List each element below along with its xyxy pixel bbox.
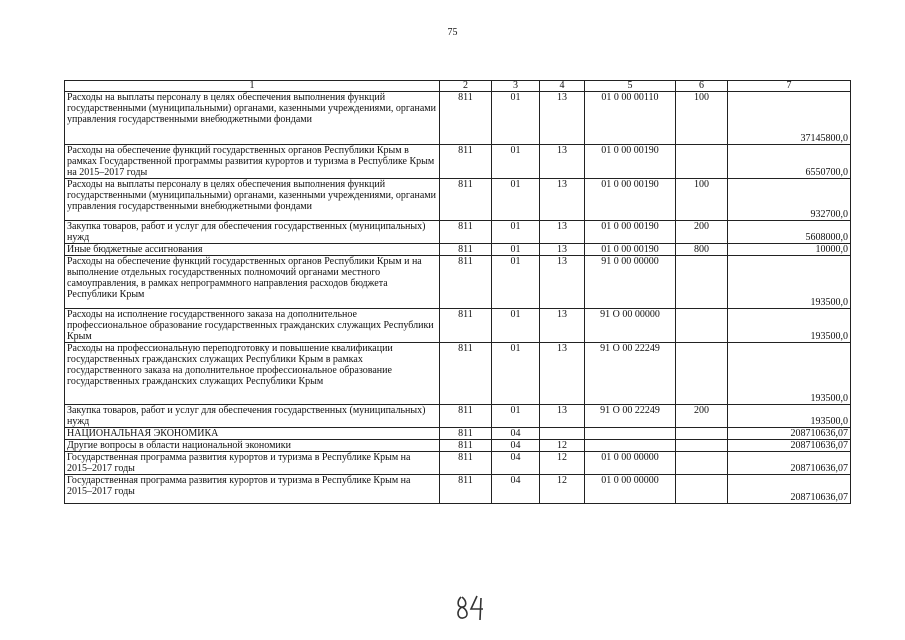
- table-row: [65, 343, 851, 405]
- row-amount-cell: 208710636,07: [728, 440, 851, 452]
- row-subsection-cell: 13: [540, 343, 585, 405]
- row-section-cell: 01: [492, 405, 540, 428]
- row-expense-type-cell: 800: [676, 244, 728, 256]
- row-amount-cell: 208710636,07: [728, 428, 851, 440]
- table-header-row: [65, 81, 851, 92]
- row-code-cell: 811: [440, 244, 492, 256]
- header-cell: 6: [676, 81, 728, 92]
- row-expense-type-cell: [676, 428, 728, 440]
- row-name-cell: Расходы на профессиональную переподготовку и повышение квалификации государственных гражданских служащих Республики Крым в рамках государственного заказа на дополнительное профессиональное образование государственных гражданских служащих Республики Крым: [65, 343, 440, 405]
- table-row: [65, 221, 851, 244]
- budget-table: [64, 80, 851, 504]
- row-target-article-cell: 01 0 00 00190: [585, 179, 676, 221]
- row-target-article-cell: [585, 428, 676, 440]
- row-amount-cell: 37145800,0: [728, 92, 851, 145]
- row-amount-cell: 208710636,07: [728, 452, 851, 475]
- table-row: [65, 179, 851, 221]
- row-code-cell: 811: [440, 428, 492, 440]
- row-section-cell: 01: [492, 145, 540, 179]
- row-name-cell: Государственная программа развития курортов и туризма в Республике Крым на 2015–2017 годы: [65, 475, 440, 504]
- row-name-cell: Закупка товаров, работ и услуг для обеспечения государственных (муниципальных) нужд: [65, 405, 440, 428]
- table-row: [65, 309, 851, 343]
- header-cell: 1: [65, 81, 440, 92]
- row-amount-cell: 10000,0: [728, 244, 851, 256]
- table-row: [65, 452, 851, 475]
- row-target-article-cell: 01 0 00 00190: [585, 145, 676, 179]
- row-target-article-cell: 91 О 00 22249: [585, 405, 676, 428]
- row-amount-cell: 932700,0: [728, 179, 851, 221]
- row-target-article-cell: 01 0 00 00000: [585, 452, 676, 475]
- row-code-cell: 811: [440, 221, 492, 244]
- row-section-cell: 01: [492, 256, 540, 309]
- row-code-cell: 811: [440, 475, 492, 504]
- row-subsection-cell: 13: [540, 221, 585, 244]
- table-row: [65, 405, 851, 428]
- row-target-article-cell: 01 0 00 00110: [585, 92, 676, 145]
- row-expense-type-cell: 100: [676, 179, 728, 221]
- row-expense-type-cell: [676, 309, 728, 343]
- row-name-cell: Расходы на выплаты персоналу в целях обеспечения выполнения функций государственными (муниципальными) органами, казенными учреждениями, органами управления государственными внебюджетными фондами: [65, 179, 440, 221]
- row-target-article-cell: 91 0 00 00000: [585, 256, 676, 309]
- row-section-cell: 04: [492, 428, 540, 440]
- row-section-cell: 01: [492, 309, 540, 343]
- row-amount-cell: 208710636,07: [728, 475, 851, 504]
- row-expense-type-cell: [676, 343, 728, 405]
- row-section-cell: 01: [492, 92, 540, 145]
- row-expense-type-cell: [676, 452, 728, 475]
- row-expense-type-cell: [676, 475, 728, 504]
- row-section-cell: 01: [492, 343, 540, 405]
- row-subsection-cell: 13: [540, 145, 585, 179]
- table-row: [65, 428, 851, 440]
- row-section-cell: 04: [492, 475, 540, 504]
- table-row: [65, 244, 851, 256]
- table-row: [65, 256, 851, 309]
- row-code-cell: 811: [440, 145, 492, 179]
- row-expense-type-cell: [676, 145, 728, 179]
- row-code-cell: 811: [440, 343, 492, 405]
- row-name-cell: Закупка товаров, работ и услуг для обеспечения государственных (муниципальных) нужд: [65, 221, 440, 244]
- page-number: 75: [447, 27, 458, 38]
- row-subsection-cell: 13: [540, 92, 585, 145]
- row-amount-cell: 193500,0: [728, 309, 851, 343]
- row-name-cell: Расходы на обеспечение функций государственных органов Республики Крым в рамках Государственной программы развития курортов и туризма в Республике Крым на 2015–2017 годы: [65, 145, 440, 179]
- row-code-cell: 811: [440, 92, 492, 145]
- row-expense-type-cell: [676, 440, 728, 452]
- row-subsection-cell: 13: [540, 179, 585, 221]
- table-row: [65, 475, 851, 504]
- handwritten-page-number: [455, 593, 495, 621]
- row-amount-cell: 193500,0: [728, 256, 851, 309]
- row-code-cell: 811: [440, 405, 492, 428]
- row-subsection-cell: 13: [540, 309, 585, 343]
- header-cell: 2: [440, 81, 492, 92]
- row-amount-cell: 193500,0: [728, 343, 851, 405]
- row-expense-type-cell: 200: [676, 221, 728, 244]
- row-target-article-cell: 01 0 00 00190: [585, 221, 676, 244]
- row-expense-type-cell: 200: [676, 405, 728, 428]
- row-name-cell: Расходы на выплаты персоналу в целях обеспечения выполнения функций государственными (муниципальными) органами, казенными учреждениями, органами управления государственными внебюджетными фондами: [65, 92, 440, 145]
- row-subsection-cell: 13: [540, 405, 585, 428]
- row-section-cell: 01: [492, 179, 540, 221]
- table-row: [65, 145, 851, 179]
- row-subsection-cell: 13: [540, 256, 585, 309]
- table-row: [65, 440, 851, 452]
- row-target-article-cell: 01 0 00 00000: [585, 475, 676, 504]
- row-name-cell: Другие вопросы в области национальной экономики: [65, 440, 440, 452]
- header-cell: 3: [492, 81, 540, 92]
- row-name-cell: Иные бюджетные ассигнования: [65, 244, 440, 256]
- row-subsection-cell: 12: [540, 475, 585, 504]
- row-code-cell: 811: [440, 309, 492, 343]
- row-code-cell: 811: [440, 256, 492, 309]
- row-target-article-cell: [585, 440, 676, 452]
- row-subsection-cell: [540, 428, 585, 440]
- row-name-cell: Расходы на обеспечение функций государственных органов Республики Крым и на выполнение отдельных государственных полномочий органами местного самоуправления, в рамках непрограммного направления расходов бюджета Республики Крым: [65, 256, 440, 309]
- header-cell: 7: [728, 81, 851, 92]
- header-cell: 4: [540, 81, 585, 92]
- row-name-cell: НАЦИОНАЛЬНАЯ ЭКОНОМИКА: [65, 428, 440, 440]
- row-code-cell: 811: [440, 440, 492, 452]
- row-expense-type-cell: 100: [676, 92, 728, 145]
- row-expense-type-cell: [676, 256, 728, 309]
- row-amount-cell: 193500,0: [728, 405, 851, 428]
- row-target-article-cell: 01 0 00 00190: [585, 244, 676, 256]
- row-subsection-cell: 13: [540, 244, 585, 256]
- row-section-cell: 04: [492, 440, 540, 452]
- row-code-cell: 811: [440, 452, 492, 475]
- row-code-cell: 811: [440, 179, 492, 221]
- table-row: [65, 92, 851, 145]
- row-section-cell: 01: [492, 244, 540, 256]
- row-amount-cell: 5608000,0: [728, 221, 851, 244]
- header-cell: 5: [585, 81, 676, 92]
- row-target-article-cell: 91 О 00 22249: [585, 343, 676, 405]
- row-name-cell: Расходы на исполнение государственного заказа на дополнительное профессиональное образование государственных гражданских служащих Республики Крым: [65, 309, 440, 343]
- row-amount-cell: 6550700,0: [728, 145, 851, 179]
- row-subsection-cell: 12: [540, 440, 585, 452]
- row-name-cell: Государственная программа развития курортов и туризма в Республике Крым на 2015–2017 годы: [65, 452, 440, 475]
- row-section-cell: 01: [492, 221, 540, 244]
- row-target-article-cell: 91 О 00 00000: [585, 309, 676, 343]
- row-section-cell: 04: [492, 452, 540, 475]
- row-subsection-cell: 12: [540, 452, 585, 475]
